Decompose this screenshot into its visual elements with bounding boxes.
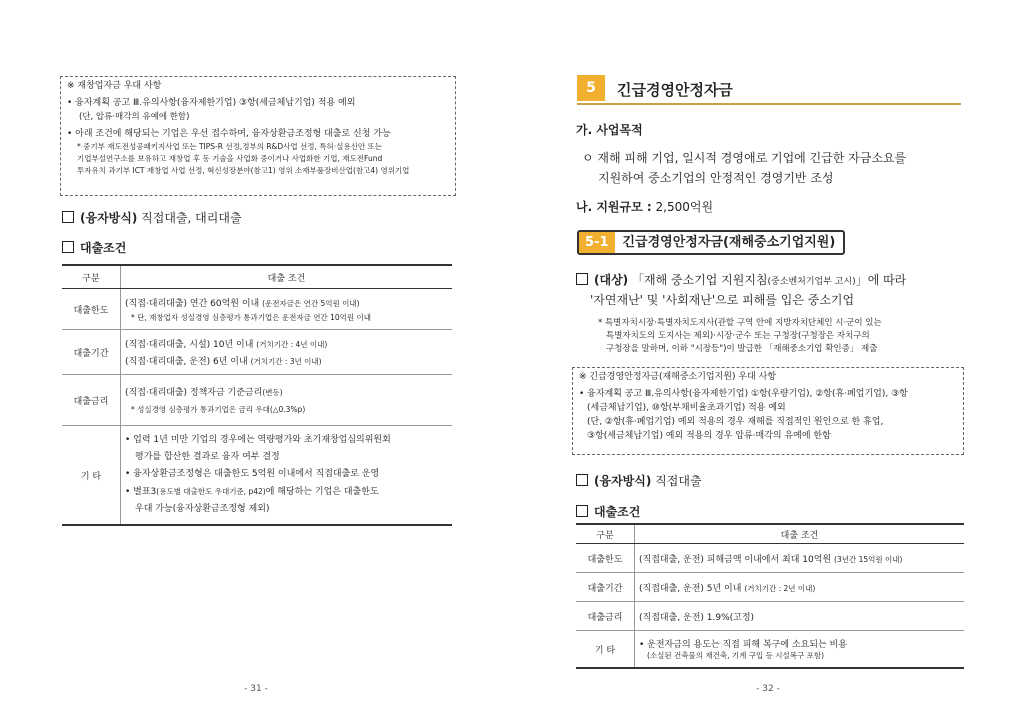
row-value [121,330,453,375]
cell-text: 에 해당하는 기업은 대출한도 [265,487,379,497]
notice-line: ③항(세금체납기업) 예외 적용의 경우 압류·매각의 유예에 한함 [587,431,831,441]
target-text: 」에 따라 [855,273,907,287]
notice-line: (단, ②항(휴·폐업기업) 예외 적용의 경우 재해를 직접적인 원인으로 한 휴업, [587,417,884,427]
cell-text: (직접대출, 운전) 5년 이내 [639,583,742,594]
cell-text: (직접·대리대출) 정책자금 기준금리 [125,388,263,398]
subsection-ga: 가. 사업목적 [576,123,643,137]
page-number: - 31 - [244,684,268,694]
table-row [576,573,964,602]
cell-note: * 단, 재창업자 성실경영 심층평가 통과기업은 운전자금 연간 10억원 이내 [131,312,371,322]
target-line [576,270,906,292]
loan-conditions-table-right [576,523,964,669]
cell-note: (거치기간 : 3년 이내) [250,357,322,366]
method-label: (융자방식) [594,474,652,488]
cell-note: (거치기간 : 4년 이내) [256,340,328,349]
section-title: 긴급경영안정자금(재해중소기업지원) [622,235,836,250]
page-number: - 32 - [756,684,780,694]
note-line: 구청장을 말하며, 이하 "시장등")이 발급한 「재해중소기업 확인증」 제출 [606,344,878,354]
checkbox-square-icon [576,474,588,486]
row-key: 대출기간 [62,330,121,375]
table-row [62,375,452,426]
section-number: 5 [577,75,605,101]
checkbox-square-icon [62,241,74,253]
row-key: 기 타 [62,426,121,526]
section-5-1-heading [577,230,845,255]
row-value: (직접대출, 운전) 1.9%(고정) [635,602,965,631]
header-key: 구분 [576,524,635,544]
method-value: 직접대출, 대리대출 [141,211,242,225]
notice-line: • 융자계획 공고 Ⅲ.유의사항(융자제한기업) ③항(세금체납기업) 적용 예외 [67,98,356,108]
cell-note: (소실된 건축물의 재건축, 기계 구입 등 시설복구 포함) [647,651,825,660]
cell-text: • 운전자금의 용도는 직접 피해 복구에 소요되는 비용 [639,640,847,650]
cell-text: • 업력 1년 미만 기업의 경우에는 역량평가와 초기재창업심의위원회 [125,435,391,445]
notice-subline: 투자유치 과기부 ICT 재창업 사업 선정, 혁신성장분야(참고1) 영위 소재부품장비산업(참고4) 영위기업 [77,166,410,175]
row-value [121,426,453,526]
restart-fund-notice [60,76,456,196]
checkbox-square-icon [576,505,588,517]
notice-line: • 융자계획 공고 Ⅲ.유의사항(융자제한기업) ①항(우량기업), ②항(휴·폐업기업), ③항 [579,389,908,399]
row-key: 대출한도 [576,544,635,573]
cell-text: • 융자상환금조정형은 대출한도 5억원 이내에서 직접대출로 운영 [125,469,380,479]
cell-text: (직접·대리대출, 시설) 10년 이내 [125,340,254,350]
note-line: 특별자치도의 도지사는 제외)·시장·군수 또는 구청장(구청장은 자치구의 [606,331,870,341]
cell-note: (변동) [262,388,283,397]
row-value [635,573,965,602]
loan-method [62,209,242,226]
table-row [576,631,964,669]
table-row [62,289,452,330]
target-label: (대상) [594,273,629,287]
row-key: 대출금리 [62,375,121,426]
cell-text: (직접·대리대출, 운전) 6년 이내 [125,357,248,367]
notice-line: (세금체납기업), ⑩항(부채비율초과기업) 적용 예외 [587,403,786,413]
loan-conditions-heading [62,239,126,256]
table-row [62,426,452,526]
target-note-block [598,317,882,356]
header-key: 구분 [62,265,121,289]
row-key: 대출기간 [576,573,635,602]
notice-subline: * 중기부 재도전성공패키지사업 또는 TIPS-R 선정,정부의 R&D사업 선정, 특허·실용신안 또는 [77,142,383,151]
loan-method-right [576,472,702,489]
target-text: 「재해 중소기업 지원지침 [631,273,768,287]
table-row [62,330,452,375]
header-value: 대출 조건 [121,265,453,289]
scale-value: 2,500억원 [655,200,714,214]
scale-label: 나. 지원규모 : [576,200,652,214]
subsection-na [576,197,713,217]
target-note: (중소벤처기업부 고시) [767,277,856,287]
row-value [635,631,965,669]
section-title: 긴급경영안정자금 [617,81,733,99]
header-value: 대출 조건 [635,524,965,544]
checkbox-square-icon [576,273,588,285]
method-value: 직접대출 [655,474,702,488]
cond-title: 대출조건 [80,241,127,255]
notice-subline: 기업부설연구소를 보유하고 재창업 후 동 기술을 사업화 중이거나 사업화한 기업, 재도전Fund [77,154,383,163]
notice-title: ※ 긴급경영안정자금(재해중소기업지원) 우대 사항 [579,372,777,382]
note-line: * 특별자치시장·특별자치도지사(관할 구역 안에 지방자치단체인 시·군이 있는 [598,318,882,328]
table-header [576,524,964,544]
purpose-line: ㅇ 재해 피해 기업, 일시적 경영애로 기업에 긴급한 자금소요를 [582,151,907,165]
row-value [121,375,453,426]
section-5-heading [577,75,961,105]
cell-note: (용도별 대출한도 우대기준, p42) [156,487,266,496]
table-header [62,265,452,289]
target-line2: '자연재난' 및 '사회재난'으로 피해를 입은 중소기업 [590,293,855,307]
row-key: 대출한도 [62,289,121,330]
cond-title: 대출조건 [594,505,641,519]
row-key: 기 타 [576,631,635,669]
section-number: 5-1 [579,232,615,253]
row-value [121,289,453,330]
cell-text: (직접·대리대출) 연간 60억원 이내 [125,298,260,309]
purpose-line: 지원하여 중소기업의 안정적인 경영기반 조성 [598,171,834,185]
cell-note: (거치기간 : 2년 이내) [744,583,816,593]
emergency-fund-notice [572,367,964,455]
cell-text: (직접대출, 운전) 피해금액 이내에서 최대 10억원 [639,554,832,565]
cell-note: (운전자금은 연간 5억원 이내) [262,298,360,308]
cell-note: * 성실경영 심층평가 통과기업은 금리 우대(△0.3%p) [131,405,306,414]
table-row [576,602,964,631]
notice-title: ※ 재창업자금 우대 사항 [67,81,162,91]
loan-conditions-heading-right [576,503,640,520]
table-row [576,544,964,573]
cell-text: 평가를 합산한 결과로 융자 여부 결정 [135,452,280,462]
loan-conditions-table [62,264,452,526]
notice-line: (단, 압류·매각의 유예에 한함) [79,112,190,122]
row-value [635,544,965,573]
checkbox-square-icon [62,211,74,223]
cell-note: (3년간 15억원 이내) [834,554,903,564]
cell-text: 우대 가능(융자상환금조정형 제외) [135,504,270,514]
cell-text: • 별표3 [125,487,157,497]
method-label: (융자방식) [80,211,138,225]
notice-line: • 아래 조건에 해당되는 기업은 우선 접수하며, 융자상환금조정형 대출로 신청 가능 [67,129,391,139]
row-key: 대출금리 [576,602,635,631]
